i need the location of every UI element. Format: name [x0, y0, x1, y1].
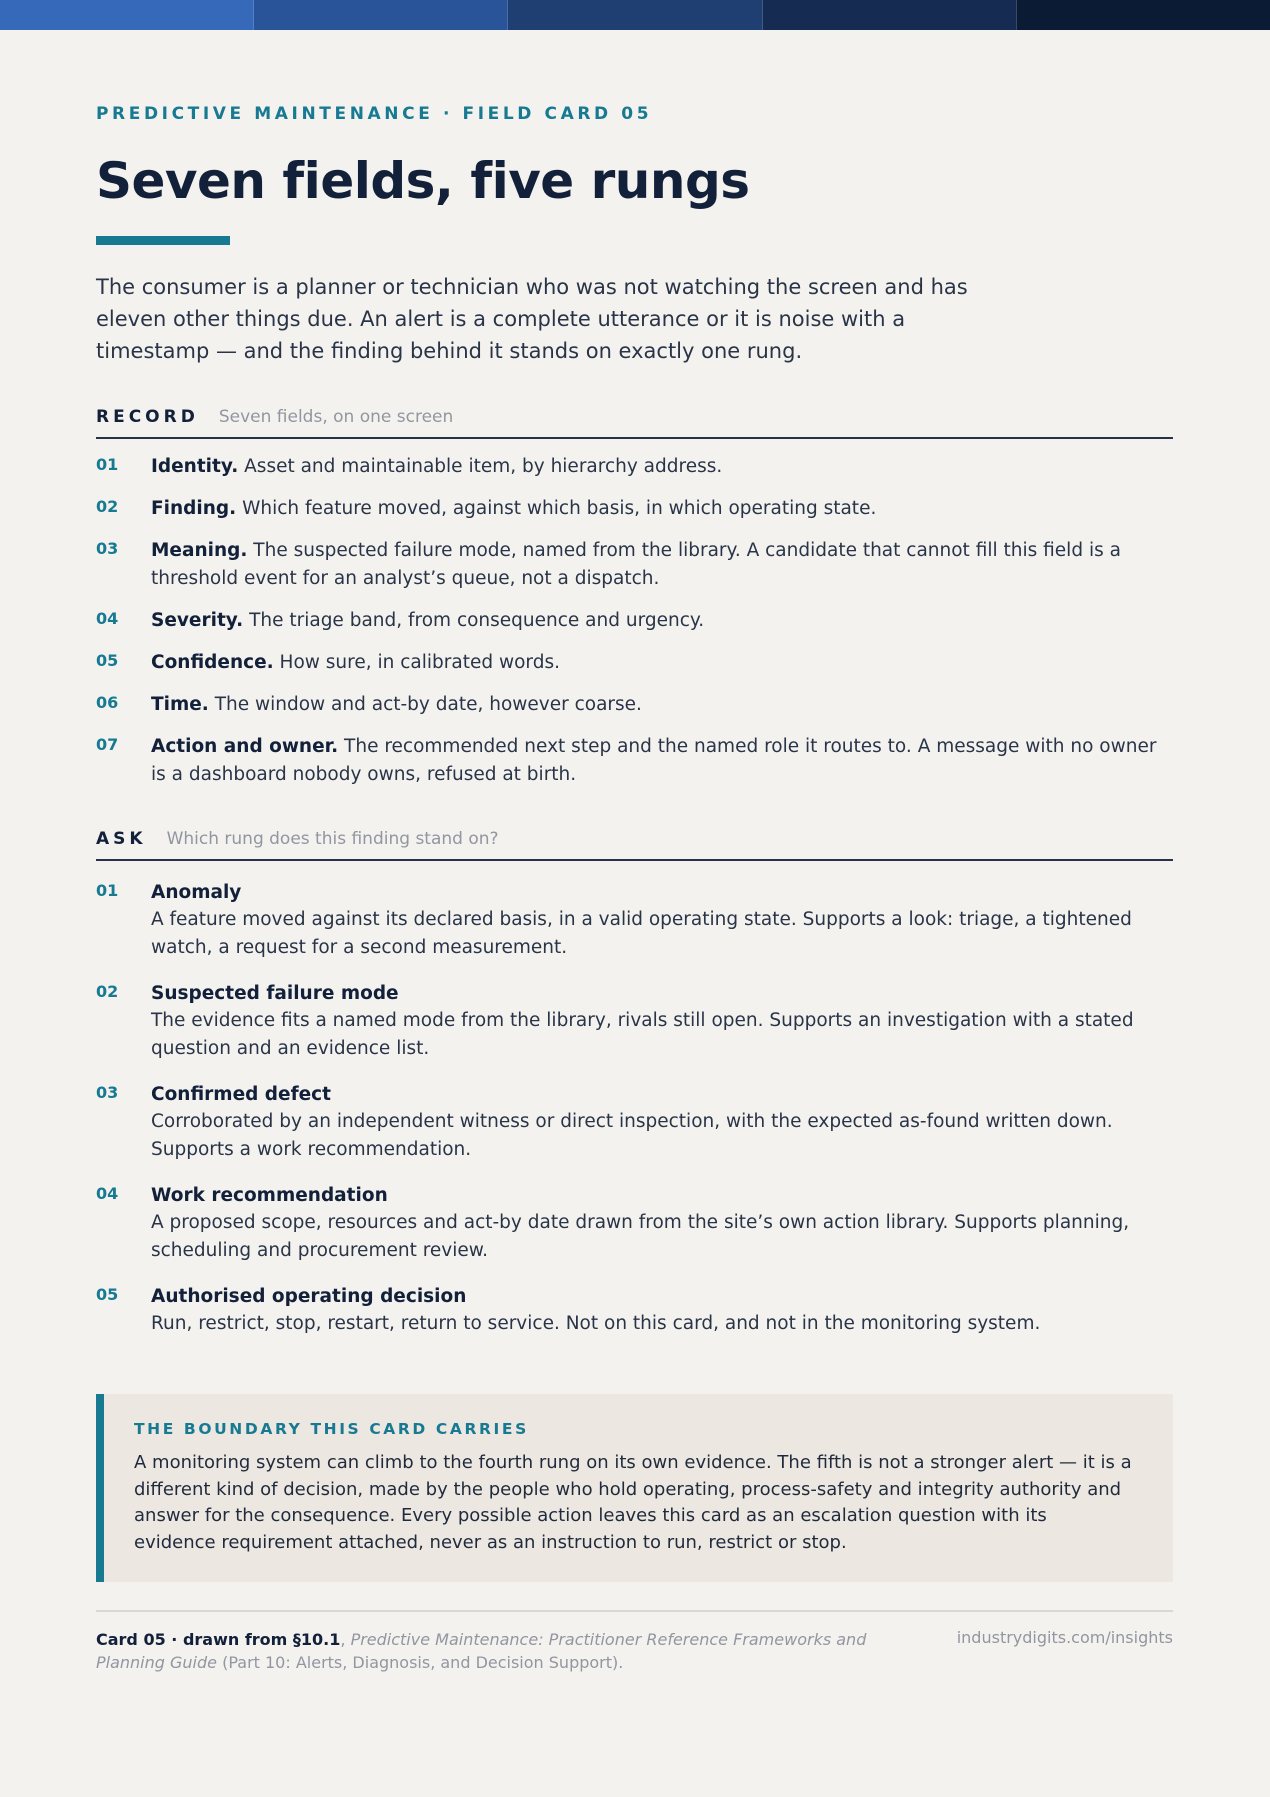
top-bar-segment: [763, 0, 1017, 30]
top-bar-segment: [1017, 0, 1270, 30]
field-term: Time.: [151, 694, 209, 715]
record-field-item: [96, 495, 1173, 523]
record-field-item: [96, 537, 1173, 593]
rung-description: The evidence fits a named mode from the library, rivals still open. Supports an investigation with a stated question and an evidence list.: [151, 1010, 1134, 1059]
field-description: The suspected failure mode, named from the library. A candidate that cannot fill this field is a threshold event for an analyst’s queue, not a dispatch.: [151, 540, 1121, 589]
page-title: Seven fields, five rungs: [96, 152, 750, 210]
rung-name: Confirmed defect: [151, 1084, 331, 1105]
field-description: Asset and maintainable item, by hierarchy address.: [238, 456, 723, 477]
record-field-item: [96, 649, 1173, 677]
field-description: Which feature moved, against which basis, in which operating state.: [236, 498, 877, 519]
field-number: 04: [96, 609, 119, 628]
rung-item: [96, 1081, 1173, 1164]
rung-item: [96, 879, 1173, 962]
field-term: Meaning.: [151, 540, 248, 561]
field-number: 05: [96, 651, 119, 670]
card-reference: Card 05 · drawn from §10.1: [96, 1630, 341, 1649]
field-text: [151, 649, 1173, 677]
rung-text: [151, 1182, 1173, 1265]
rung-description: Corroborated by an independent witness or direct inspection, with the expected as-found written down. Supports a work recommendation.: [151, 1111, 1113, 1160]
field-text: [151, 733, 1173, 789]
field-text: [151, 453, 1173, 481]
rung-item: [96, 980, 1173, 1063]
field-term: Identity.: [151, 456, 239, 477]
ask-section-subtitle: Which rung does this finding stand on?: [166, 829, 499, 849]
rung-text: [151, 1081, 1173, 1164]
rung-number: 04: [96, 1184, 119, 1203]
card-content: [96, 30, 1173, 1674]
source-citation: [96, 1628, 926, 1674]
rung-number: 03: [96, 1083, 119, 1102]
field-text: [151, 537, 1173, 593]
field-term: Severity.: [151, 610, 244, 631]
field-description: The recommended next step and the named role it routes to. A message with no owner is a dashboard nobody owns, refused at birth.: [151, 736, 1157, 785]
record-field-item: [96, 691, 1173, 719]
field-term: Confidence.: [151, 652, 274, 673]
rung-number: 02: [96, 982, 119, 1001]
rung-name: Suspected failure mode: [151, 983, 399, 1004]
source-part: (Part 10: Alerts, Diagnosis, and Decision Support).: [217, 1653, 624, 1672]
field-number: 01: [96, 455, 119, 474]
top-bar-segment: [0, 0, 254, 30]
record-field-item: [96, 607, 1173, 635]
rung-text: [151, 1283, 1173, 1338]
record-section-label: RECORD: [96, 407, 199, 427]
field-term: Action and owner.: [151, 736, 339, 757]
record-field-list: [96, 453, 1173, 789]
callout-body: A monitoring system can climb to the fourth rung on its own evidence. The fifth is not a stronger alert — it is a different kind of decision, made by the people who hold operating, process-safety and integrity authority and answer for the consequence. Every possible action leaves this card as an escalation question with its evidence requirement attached, never as an instruction to run, restrict or stop.: [134, 1452, 1132, 1553]
rung-name: Anomaly: [151, 882, 242, 903]
rung-number: 05: [96, 1285, 119, 1304]
field-description: The triage band, from consequence and urgency.: [243, 610, 705, 631]
rung-item: [96, 1283, 1173, 1338]
lede-paragraph: The consumer is a planner or technician who was not watching the screen and has eleven other things due. An alert is a complete utterance or it is noise with a timestamp — and the finding behind it stands on exactly one rung.: [96, 275, 968, 363]
top-color-bar: [0, 0, 1270, 30]
eyebrow-label: PREDICTIVE MAINTENANCE · FIELD CARD 05: [96, 104, 653, 124]
field-text: [151, 691, 1173, 719]
ask-section-label: ASK: [96, 829, 147, 849]
record-section-subtitle: Seven fields, on one screen: [218, 407, 454, 427]
top-bar-segment: [508, 0, 762, 30]
footer: [96, 1610, 1173, 1674]
boundary-callout: [96, 1394, 1173, 1582]
field-number: 03: [96, 539, 119, 558]
citation-separator: ,: [340, 1630, 351, 1649]
callout-title: THE BOUNDARY THIS CARD CARRIES: [134, 1420, 529, 1438]
field-description: How sure, in calibrated words.: [273, 652, 560, 673]
field-number: 02: [96, 497, 119, 516]
rung-number: 01: [96, 881, 119, 900]
title-accent-rule: [96, 236, 230, 245]
field-text: [151, 495, 1173, 523]
rung-name: Work recommendation: [151, 1185, 388, 1206]
rung-name: Authorised operating decision: [151, 1286, 467, 1307]
rung-item: [96, 1182, 1173, 1265]
site-url: industrydigits.com/insights: [956, 1628, 1173, 1647]
rung-text: [151, 879, 1173, 962]
top-bar-segment: [254, 0, 508, 30]
field-number: 07: [96, 735, 119, 754]
rung-list: [96, 879, 1173, 1338]
rung-description: Run, restrict, stop, restart, return to service. Not on this card, and not in the monitoring system.: [151, 1313, 1041, 1334]
source-title: Predictive Maintenance: Practitioner Reference Frameworks and Planning Guide: [96, 1630, 867, 1672]
rung-description: A proposed scope, resources and act-by date drawn from the site’s own action library. Supports planning, scheduling and procurement review.: [151, 1212, 1130, 1261]
record-field-item: [96, 733, 1173, 789]
field-description: The window and act-by date, however coarse.: [208, 694, 642, 715]
field-term: Finding.: [151, 498, 237, 519]
record-field-item: [96, 453, 1173, 481]
ask-section-header: [96, 829, 1173, 861]
field-number: 06: [96, 693, 119, 712]
field-text: [151, 607, 1173, 635]
rung-text: [151, 980, 1173, 1063]
rung-description: A feature moved against its declared basis, in a valid operating state. Supports a look: triage, a tightened watch, a request for a second measurement.: [151, 909, 1132, 958]
record-section-header: [96, 407, 1173, 439]
